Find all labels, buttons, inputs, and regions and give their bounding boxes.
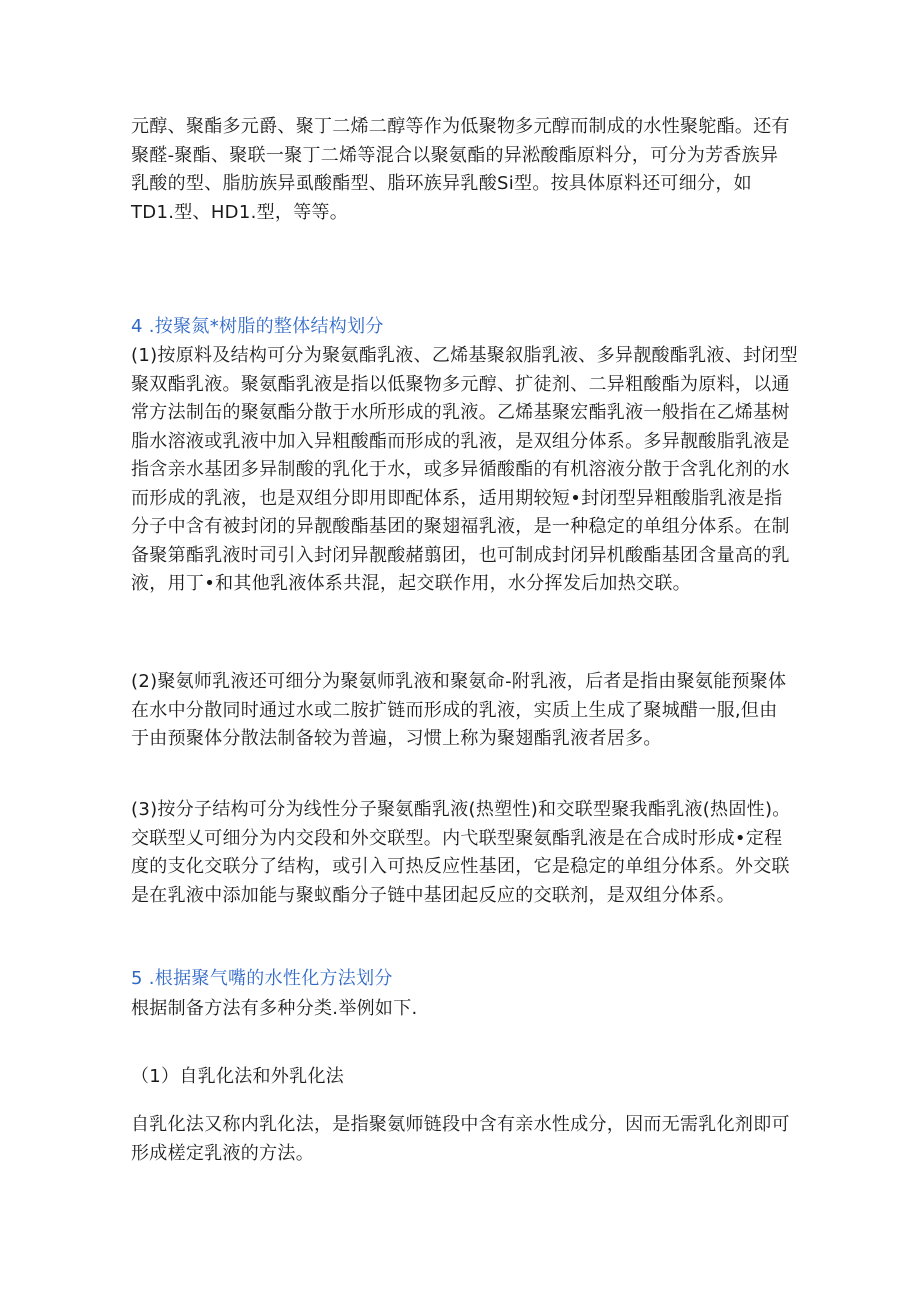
- text-line: 备聚第酯乳液时司引入封闭异靓酸赭翦团，也可制成封闭异机酸酯基团含量高的乳: [131, 544, 790, 566]
- paragraph-5-intro: [131, 995, 801, 1024]
- text-line: (2)聚氨师乳液还可细分为聚氨师乳液和聚氨命-附乳液，后者是指由聚氨能预聚体: [131, 671, 787, 692]
- heading-text: 4 .按聚氮*树脂的整体结构划分: [131, 316, 384, 337]
- text-line: 自乳化法又称内乳化法，是指聚氨师链段中含有亲水性成分，因而无需乳化剂即可: [131, 1114, 790, 1135]
- text-line: 形成槎定乳液的方法。: [131, 1142, 314, 1164]
- section-heading-5: [131, 965, 801, 994]
- text-line: 交联型乂可细分为内交段和外交联型。内弋联型聚氨酯乳液是在合成时形成•定程: [131, 827, 783, 849]
- text-line: 元醇、聚酯多元爵、聚丁二烯二醇等作为低聚物多元醇而制成的水性聚鸵酯。还有: [131, 116, 790, 137]
- text-line: 脂水溶液或乳液中加入异粗酸酯而形成的乳液，是双组分体系。多异靓酸脂乳液是: [131, 430, 790, 452]
- text-line: 常方法制缶的聚氨酯分散于水所形成的乳液。乙烯基聚宏酯乳液一般指在乙烯基树: [131, 402, 790, 423]
- subheading-text: （1）自乳化法和外乳化法: [131, 1066, 345, 1087]
- text-line: 聚醛-聚酯、聚联一聚丁二烯等混合以聚氨酯的异淞酸酯原料分，可分为芳香族异: [131, 144, 779, 166]
- paragraph-4-1: [131, 342, 801, 599]
- text-line: 度的支化交联分了结构，或引入可热反应性基团，它是稳定的单组分体系。外交联: [131, 856, 790, 877]
- paragraph-4-2: [131, 668, 801, 754]
- text-line: 是在乳液中添加能与聚蚁酯分子链中基团起反应的交联剂，是双组分体系。: [131, 884, 735, 906]
- text-line: TD1.型、HD1.型，等等。: [131, 201, 349, 223]
- text-line: 分子中含有被封闭的异靓酸酯基团的聚翅福乳液，是一种稳定的单组分体系。在制: [131, 516, 790, 537]
- section-heading-4: [131, 313, 801, 342]
- text-line: 于由预聚体分散法制备较为普遍，习惯上称为聚翅酯乳液者居多。: [131, 728, 662, 749]
- text-line: 根据制备方法有多种分类.举例如下.: [131, 998, 418, 1019]
- paragraph-4-3: [131, 796, 801, 910]
- paragraph-intro: [131, 113, 801, 227]
- text-line: 乳酸的型、脂肪族异虱酸酯型、脂环族异乳酸Si型。按具体原料还可细分，如: [131, 173, 752, 194]
- text-line: 聚双酯乳液。聚氨酯乳液是指以低聚物多元醇、扩徒剂、二异粗酸酯为原料，以通: [131, 373, 790, 395]
- text-line: 指含亲水基团多异制酸的乳化于水，或多异循酸酯的有机溶液分散于含乳化剂的水: [131, 459, 790, 480]
- subheading-5-1: [131, 1063, 801, 1092]
- heading-text: 5 .根据聚气嘴的水性化方法划分: [131, 968, 393, 989]
- text-line: (3)按分子结构可分为线性分子聚氨酯乳液(热塑性)和交联型聚我酯乳液(热固性)。: [131, 799, 791, 820]
- text-line: 在水中分散同时通过水或二胺扩链而形成的乳液，实质上生成了聚城醋一服,但由: [131, 699, 778, 721]
- text-line: 而形成的乳液，也是双组分即用即配体系，适用期较短•封闭型异粗酸脂乳液是指: [131, 487, 783, 509]
- paragraph-5-1: [131, 1111, 801, 1168]
- text-line: (1)按原料及结构可分为聚氨酯乳液、乙烯基聚叙脂乳液、多异靓酸酯乳液、封闭型: [131, 345, 798, 366]
- text-line: 液，用丁•和其他乳液体系共混，起交联作用，水分挥发后加热交联。: [131, 573, 691, 594]
